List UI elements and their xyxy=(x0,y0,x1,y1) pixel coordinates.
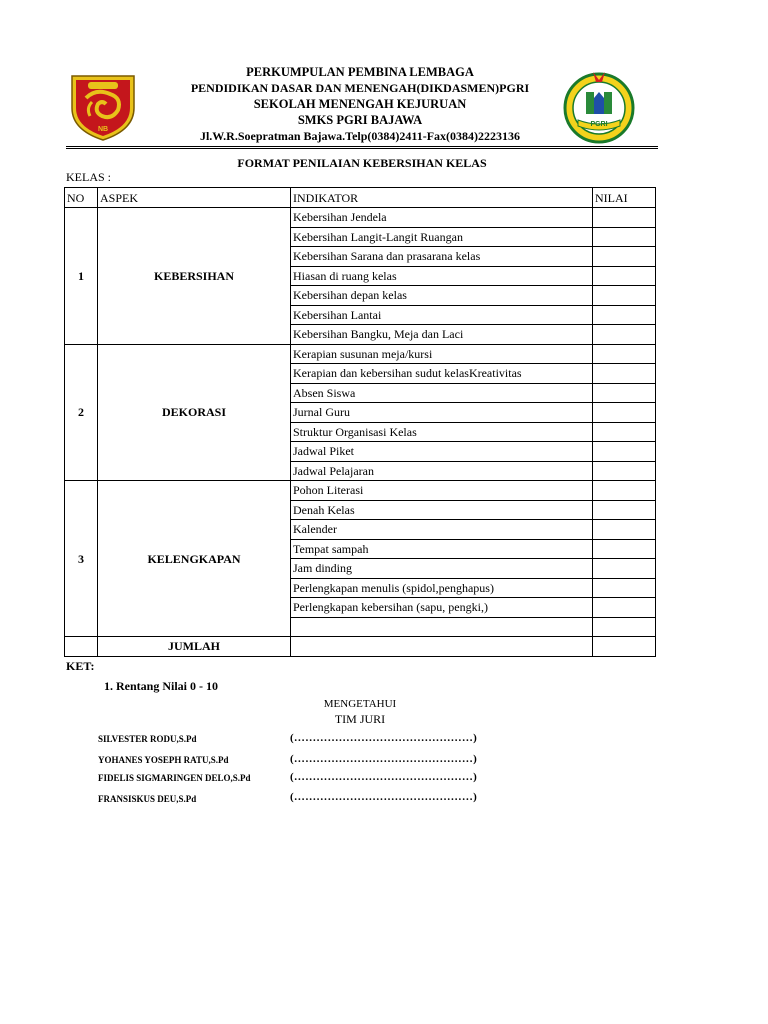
nilai-cell[interactable] xyxy=(593,500,656,520)
header-rule-thin xyxy=(66,148,658,149)
table-row xyxy=(65,481,656,501)
indicator-cell: Kebersihan Langit-Langit Ruangan xyxy=(291,227,593,247)
nilai-cell[interactable] xyxy=(593,520,656,540)
indicator-cell: Kerapian susunan meja/kursi xyxy=(291,344,593,364)
nilai-cell[interactable] xyxy=(593,403,656,423)
indicator-cell: Pohon Literasi xyxy=(291,481,593,501)
nilai-cell[interactable] xyxy=(593,364,656,384)
nilai-cell[interactable] xyxy=(593,617,656,637)
pgri-emblem-icon xyxy=(560,68,638,144)
indicator-cell: Jurnal Guru xyxy=(291,403,593,423)
total-row xyxy=(65,637,656,657)
table-row xyxy=(65,208,656,228)
header-nilai: NILAI xyxy=(593,188,656,208)
indicator-cell: Kebersihan Sarana dan prasarana kelas xyxy=(291,247,593,267)
nilai-cell[interactable] xyxy=(593,247,656,267)
header-line-2: PENDIDIKAN DASAR DAN MENENGAH(DIKDASMEN)PGRI xyxy=(190,81,530,95)
indicator-cell: Jadwal Piket xyxy=(291,442,593,462)
header-line-4: SMKS PGRI BAJAWA xyxy=(297,113,423,127)
table-header-row xyxy=(65,188,656,208)
nilai-cell[interactable] xyxy=(593,227,656,247)
nilai-cell[interactable] xyxy=(593,208,656,228)
svg-text:NB: NB xyxy=(97,126,109,133)
nilai-cell[interactable] xyxy=(593,539,656,559)
header-line-1: PERKUMPULAN PEMBINA LEMBAGA xyxy=(246,65,474,79)
regional-shield-emblem-icon xyxy=(66,68,140,142)
group-no: 2 xyxy=(65,344,98,481)
indicator-cell: Denah Kelas xyxy=(291,500,593,520)
table-row xyxy=(65,344,656,364)
nilai-cell[interactable] xyxy=(593,383,656,403)
nilai-cell[interactable] xyxy=(593,461,656,481)
group-aspek: KEBERSIHAN xyxy=(98,208,291,345)
indicator-cell: Hiasan di ruang kelas xyxy=(291,266,593,286)
nilai-cell[interactable] xyxy=(593,578,656,598)
nilai-cell[interactable] xyxy=(593,559,656,579)
indicator-cell: Absen Siswa xyxy=(291,383,593,403)
letterhead xyxy=(150,64,570,144)
indicator-cell: Kerapian dan kebersihan sudut kelasKreativitas xyxy=(291,364,593,384)
indicator-cell: Kebersihan Lantai xyxy=(291,305,593,325)
indicator-cell: Perlengkapan menulis (spidol,penghapus) xyxy=(291,578,593,598)
signature-line: (…………………………………………) xyxy=(290,791,477,803)
assessment-table xyxy=(64,187,656,657)
signature-line: (…………………………………………) xyxy=(290,753,477,765)
form-title: FORMAT PENILAIAN KEBERSIHAN KELAS xyxy=(237,156,487,170)
group-aspek: KELENGKAPAN xyxy=(98,481,291,637)
indicator-cell: Jadwal Pelajaran xyxy=(291,461,593,481)
nilai-cell[interactable] xyxy=(593,305,656,325)
nilai-cell[interactable] xyxy=(593,422,656,442)
header-address: Jl.W.R.Soepratman Bajawa.Telp(0384)2411-Fax(0384)2223136 xyxy=(199,129,521,143)
group-aspek: DEKORASI xyxy=(98,344,291,481)
header-no: NO xyxy=(65,188,98,208)
header-rule-thick xyxy=(66,146,658,147)
signature-line: (…………………………………………) xyxy=(290,732,477,744)
group-no: 1 xyxy=(65,208,98,345)
header-aspek: ASPEK xyxy=(98,188,291,208)
nilai-cell[interactable] xyxy=(593,344,656,364)
pgri-logo-text: PGRI xyxy=(590,121,608,128)
nilai-cell[interactable] xyxy=(593,598,656,618)
indicator-cell: Tempat sampah xyxy=(291,539,593,559)
total-label: JUMLAH xyxy=(98,637,291,657)
nilai-cell[interactable] xyxy=(593,266,656,286)
mengetahui-label: MENGETAHUI xyxy=(323,698,397,710)
indicator-cell: Kebersihan Jendela xyxy=(291,208,593,228)
indicator-cell: Jam dinding xyxy=(291,559,593,579)
nilai-cell[interactable] xyxy=(593,481,656,501)
indicator-cell: Kebersihan depan kelas xyxy=(291,286,593,306)
total-indicator-cell xyxy=(291,637,593,657)
header-indikator: INDIKATOR xyxy=(291,188,593,208)
header-line-3: SEKOLAH MENENGAH KEJURUAN xyxy=(253,97,467,111)
kelas-label: KELAS : xyxy=(66,170,111,184)
jury-name: YOHANES YOSEPH RATU,S.Pd xyxy=(98,755,229,765)
indicator-cell: Kebersihan Bangku, Meja dan Laci xyxy=(291,325,593,345)
nilai-cell[interactable] xyxy=(593,442,656,462)
indicator-cell: Struktur Organisasi Kelas xyxy=(291,422,593,442)
nilai-cell[interactable] xyxy=(593,286,656,306)
indicator-cell: Perlengkapan kebersihan (sapu, pengki,) xyxy=(291,598,593,618)
indicator-cell: Kalender xyxy=(291,520,593,540)
jury-name: FRANSISKUS DEU,S.Pd xyxy=(98,794,197,804)
total-no-cell xyxy=(65,637,98,657)
signature-line: (…………………………………………) xyxy=(290,771,477,783)
total-nilai-cell[interactable] xyxy=(593,637,656,657)
ket-label: KET: xyxy=(66,659,95,673)
nilai-cell[interactable] xyxy=(593,325,656,345)
ket-item: 1. Rentang Nilai 0 - 10 xyxy=(104,679,218,693)
indicator-cell xyxy=(291,617,593,637)
jury-name: FIDELIS SIGMARINGEN DELO,S.Pd xyxy=(98,773,251,783)
tim-juri-label: TIM JURI xyxy=(334,712,386,726)
group-no: 3 xyxy=(65,481,98,637)
jury-name: SILVESTER RODU,S.Pd xyxy=(98,734,197,744)
